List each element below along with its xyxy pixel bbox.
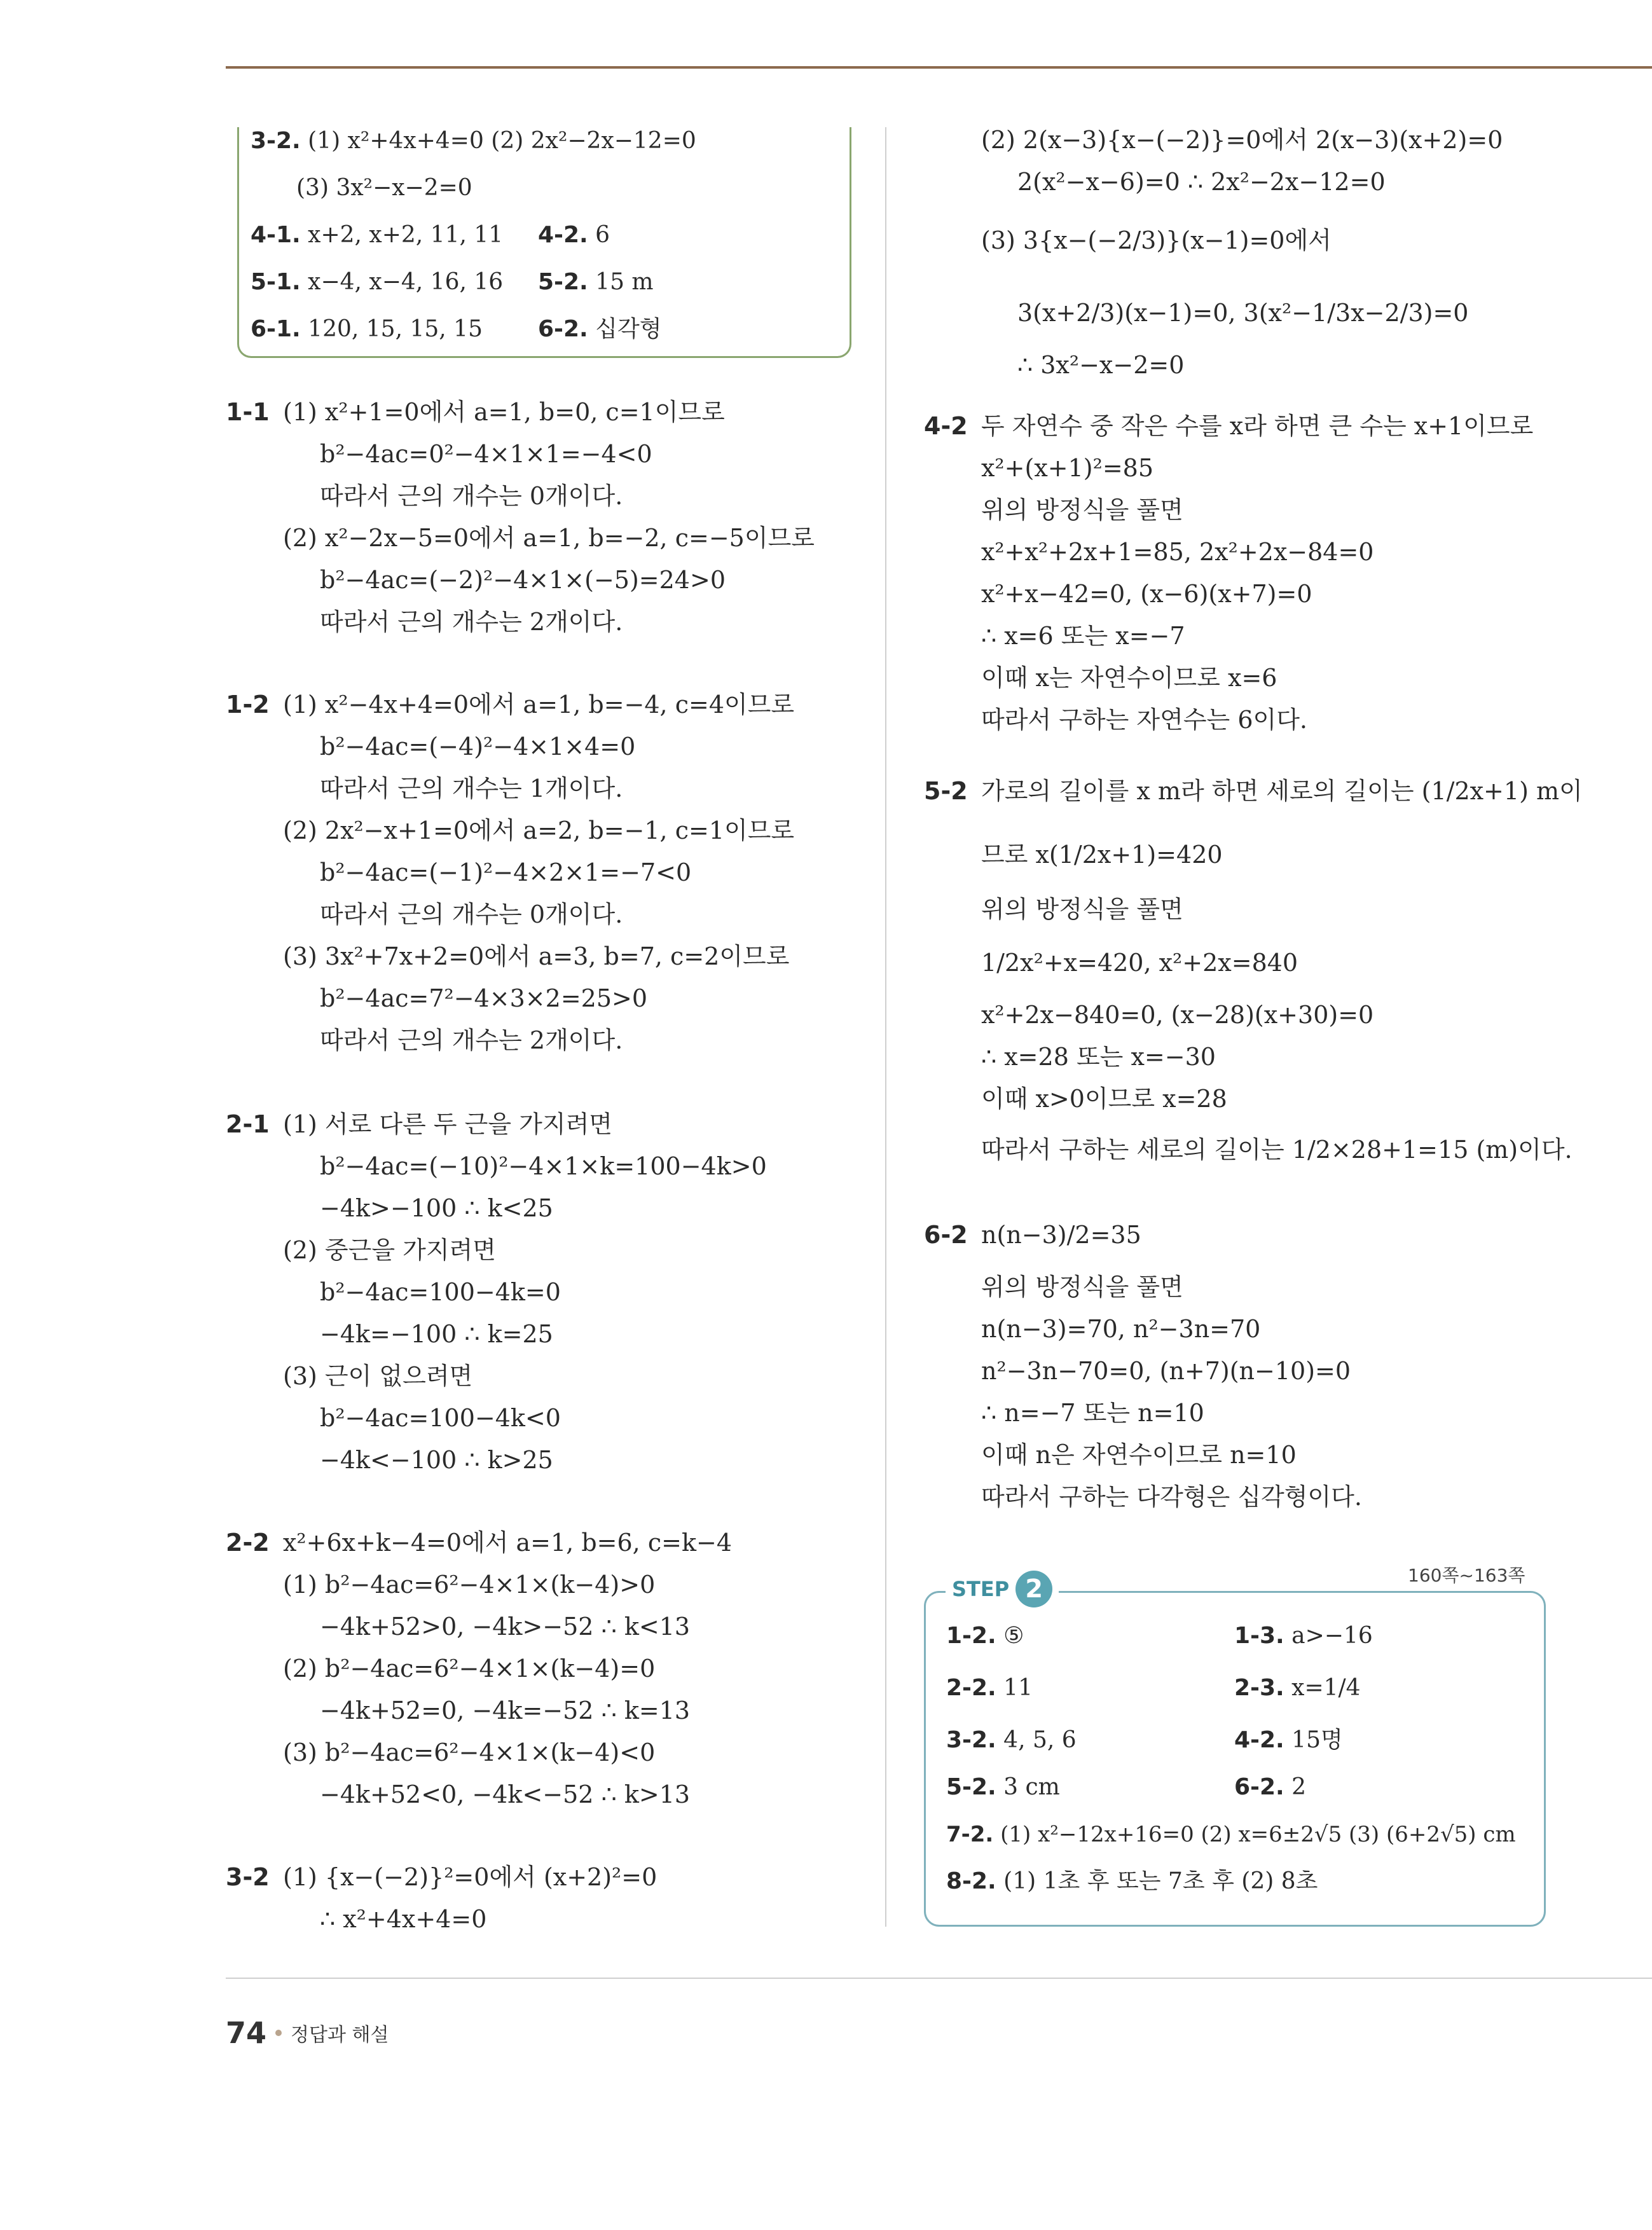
answer-row — [296, 172, 472, 205]
answer-row — [946, 1672, 1033, 1705]
solution-line: 이때 x는 자연수이므로 x=6 — [981, 664, 1277, 692]
problem-number: 2-2 — [226, 1529, 270, 1557]
answer-row — [1234, 1620, 1373, 1653]
solution-line: 따라서 근의 개수는 2개이다. — [320, 1026, 623, 1054]
footer-title: 정답과 해설 — [291, 2024, 389, 2046]
answer-number: 6-1. — [251, 316, 301, 342]
step-label: STEP — [952, 1577, 1010, 1601]
answer-row — [538, 266, 654, 299]
answer-text: 15명 — [1291, 1727, 1343, 1753]
solution-line: −4k+52=0, −4k=−52 ∴ k=13 — [320, 1697, 691, 1724]
answer-number: 3-2. — [946, 1727, 996, 1753]
answer-row — [538, 313, 662, 346]
answer-text: 2 — [1291, 1774, 1307, 1800]
answer-number: 7-2. — [946, 1822, 994, 1847]
answer-summary-box — [237, 127, 851, 358]
answer-text: 15 m — [595, 269, 654, 295]
solution-line: ∴ x²+4x+4=0 — [320, 1905, 487, 1933]
answer-text: (1) 1초 후 또는 7초 후 (2) 8초 — [1003, 1868, 1318, 1894]
answer-row — [1234, 1771, 1306, 1804]
answer-row — [251, 313, 483, 346]
solution-line: (2) 2x²−x+1=0에서 a=2, b=−1, c=1이므로 — [283, 816, 795, 844]
answer-text: ⑤ — [1003, 1623, 1024, 1649]
answer-row — [251, 125, 696, 158]
solution-line: (3) 3x²+7x+2=0에서 a=3, b=7, c=2이므로 — [283, 942, 790, 970]
step-number: 2 — [1015, 1571, 1052, 1607]
solution-line: x²+(x+1)²=85 — [981, 454, 1154, 482]
solution-line: (1) {x−(−2)}²=0에서 (x+2)²=0 — [283, 1863, 657, 1891]
answer-row — [251, 266, 503, 299]
solution-line: b²−4ac=(−4)²−4×1×4=0 — [320, 733, 636, 761]
answer-row — [251, 219, 503, 252]
problem-number: 6-2 — [924, 1221, 968, 1249]
answer-row — [946, 1865, 1318, 1898]
bottom-rule — [226, 1978, 1652, 1979]
solution-line: 따라서 구하는 다각형은 십각형이다. — [981, 1483, 1362, 1511]
solution-line: 따라서 근의 개수는 2개이다. — [320, 608, 623, 636]
solution-line: −4k>−100 ∴ k<25 — [320, 1194, 553, 1222]
solution-line: 따라서 근의 개수는 1개이다. — [320, 774, 623, 802]
answer-number: 4-1. — [251, 222, 301, 248]
solution-line: 두 자연수 중 작은 수를 x라 하면 큰 수는 x+1이므로 — [981, 412, 1534, 440]
answer-number: 6-2. — [538, 316, 588, 342]
solution-line: −4k<−100 ∴ k>25 — [320, 1446, 553, 1474]
solution-line: x²+x²+2x+1=85, 2x²+2x−84=0 — [981, 538, 1374, 566]
solution-line: 1/2x²+x=420, x²+2x=840 — [981, 949, 1298, 977]
solution-line: 이때 n은 자연수이므로 n=10 — [981, 1441, 1297, 1469]
solution-line: ∴ 3x²−x−2=0 — [1017, 351, 1185, 379]
solution-line: ∴ n=−7 또는 n=10 — [981, 1399, 1204, 1427]
answer-row — [946, 1620, 1024, 1653]
answer-number: 5-2. — [946, 1774, 996, 1800]
step2-badge — [946, 1571, 1059, 1607]
solution-line: (1) x²−4x+4=0에서 a=1, b=−4, c=4이므로 — [283, 691, 795, 719]
answer-number: 1-3. — [1234, 1623, 1284, 1649]
solution-line: 가로의 길이를 x m라 하면 세로의 길이는 (1/2x+1) m이 — [981, 777, 1583, 805]
solution-line: (3) 근이 없으려면 — [283, 1362, 473, 1390]
top-rule — [226, 66, 1652, 69]
solution-line: b²−4ac=0²−4×1×1=−4<0 — [320, 440, 652, 468]
answer-text: 120, 15, 15, 15 — [308, 316, 483, 342]
answer-row — [946, 1771, 1060, 1804]
column-divider — [885, 127, 886, 1927]
solution-line: n(n−3)=70, n²−3n=70 — [981, 1315, 1261, 1343]
answer-text: x+2, x+2, 11, 11 — [308, 222, 504, 248]
problem-number: 3-2 — [226, 1863, 270, 1891]
solution-line: −4k+52>0, −4k>−52 ∴ k<13 — [320, 1613, 691, 1641]
answer-number: 6-2. — [1234, 1774, 1284, 1800]
solution-line: (3) b²−4ac=6²−4×1×(k−4)<0 — [283, 1738, 656, 1766]
solution-line: −4k+52<0, −4k<−52 ∴ k>13 — [320, 1780, 691, 1808]
solution-line: 위의 방정식을 풀면 — [981, 895, 1183, 923]
answer-text: (1) x²+4x+4=0 (2) 2x²−2x−12=0 — [308, 128, 696, 154]
answer-number: 4-2. — [538, 222, 588, 248]
solution-line: (2) b²−4ac=6²−4×1×(k−4)=0 — [283, 1655, 656, 1683]
answer-row — [1234, 1672, 1361, 1705]
answer-number: 4-2. — [1234, 1727, 1284, 1753]
answer-number: 8-2. — [946, 1868, 996, 1894]
solution-line: ∴ x=28 또는 x=−30 — [981, 1043, 1216, 1071]
page-number: 74 — [226, 2016, 267, 2050]
solution-line: 따라서 구하는 세로의 길이는 1/2×28+1=15 (m)이다. — [981, 1136, 1573, 1164]
answer-text: 11 — [1003, 1675, 1033, 1701]
answer-number: 3-2. — [251, 128, 301, 154]
answer-number: 2-3. — [1234, 1675, 1284, 1701]
answer-text: x=1/4 — [1291, 1675, 1361, 1701]
answer-row — [538, 219, 610, 252]
answer-text: 4, 5, 6 — [1003, 1727, 1077, 1753]
answer-number: 5-2. — [538, 269, 588, 295]
solution-line: (3) 3{x−(−2/3)}(x−1)=0에서 — [981, 226, 1332, 254]
solution-line: 따라서 근의 개수는 0개이다. — [320, 900, 623, 928]
solution-line: b²−4ac=(−1)²−4×2×1=−7<0 — [320, 858, 692, 886]
answer-text: (3) 3x²−x−2=0 — [296, 175, 472, 201]
solution-line: 위의 방정식을 풀면 — [981, 1273, 1183, 1301]
answer-text: 3 cm — [1003, 1774, 1060, 1800]
page-footer — [226, 2016, 389, 2050]
solution-line: n(n−3)/2=35 — [981, 1221, 1141, 1249]
solution-line: (1) 서로 다른 두 근을 가지려면 — [283, 1110, 613, 1138]
solution-line: x²+x−42=0, (x−6)(x+7)=0 — [981, 580, 1312, 608]
answer-text: 6 — [595, 222, 610, 248]
solution-line: ∴ x=6 또는 x=−7 — [981, 622, 1185, 650]
solution-line: −4k=−100 ∴ k=25 — [320, 1320, 553, 1348]
problem-number: 4-2 — [924, 412, 968, 440]
answer-text: (1) x²−12x+16=0 (2) x=6±2√5 (3) (6+2√5) cm — [1000, 1822, 1516, 1847]
problem-number: 1-2 — [226, 691, 270, 719]
solution-line: (2) 2(x−3){x−(−2)}=0에서 2(x−3)(x+2)=0 — [981, 126, 1503, 154]
solution-line: n²−3n−70=0, (n+7)(n−10)=0 — [981, 1357, 1351, 1385]
solution-line: b²−4ac=(−2)²−4×1×(−5)=24>0 — [320, 566, 726, 594]
solution-line: b²−4ac=100−4k<0 — [320, 1404, 561, 1432]
solution-line: 이때 x>0이므로 x=28 — [981, 1085, 1227, 1113]
answer-number: 2-2. — [946, 1675, 996, 1701]
solution-line: 3(x+2/3)(x−1)=0, 3(x²−1/3x−2/3)=0 — [1017, 299, 1469, 327]
solution-line: b²−4ac=7²−4×3×2=25>0 — [320, 984, 648, 1012]
solution-line: 므로 x(1/2x+1)=420 — [981, 841, 1223, 869]
answer-row — [1234, 1724, 1343, 1757]
answer-row — [946, 1818, 1516, 1851]
solution-line: 2(x²−x−6)=0 ∴ 2x²−2x−12=0 — [1017, 168, 1386, 196]
answer-number: 5-1. — [251, 269, 301, 295]
solution-line: 위의 방정식을 풀면 — [981, 496, 1183, 524]
solution-line: b²−4ac=100−4k=0 — [320, 1278, 561, 1306]
answer-text: x−4, x−4, 16, 16 — [308, 269, 504, 295]
solution-line: x²+6x+k−4=0에서 a=1, b=6, c=k−4 — [283, 1529, 733, 1557]
answer-text: 십각형 — [595, 316, 662, 342]
problem-number: 2-1 — [226, 1110, 270, 1138]
solution-line: (2) 중근을 가지려면 — [283, 1236, 496, 1264]
solution-line: 따라서 구하는 자연수는 6이다. — [981, 706, 1307, 734]
problem-number: 5-2 — [924, 777, 968, 805]
bullet-dot-icon — [275, 2030, 282, 2036]
solution-line: b²−4ac=(−10)²−4×1×k=100−4k>0 — [320, 1152, 767, 1180]
problem-number: 1-1 — [226, 398, 270, 426]
solution-line: (1) x²+1=0에서 a=1, b=0, c=1이므로 — [283, 398, 725, 426]
answer-number: 1-2. — [946, 1623, 996, 1649]
solution-line: x²+2x−840=0, (x−28)(x+30)=0 — [981, 1001, 1374, 1029]
answer-row — [946, 1724, 1077, 1757]
solution-line: (2) x²−2x−5=0에서 a=1, b=−2, c=−5이므로 — [283, 524, 815, 552]
page-range: 160쪽~163쪽 — [1408, 1565, 1525, 1586]
step2-answer-box — [924, 1591, 1546, 1927]
solution-line: 따라서 근의 개수는 0개이다. — [320, 482, 623, 510]
answer-text: a>−16 — [1291, 1623, 1373, 1649]
solution-line: (1) b²−4ac=6²−4×1×(k−4)>0 — [283, 1571, 656, 1599]
